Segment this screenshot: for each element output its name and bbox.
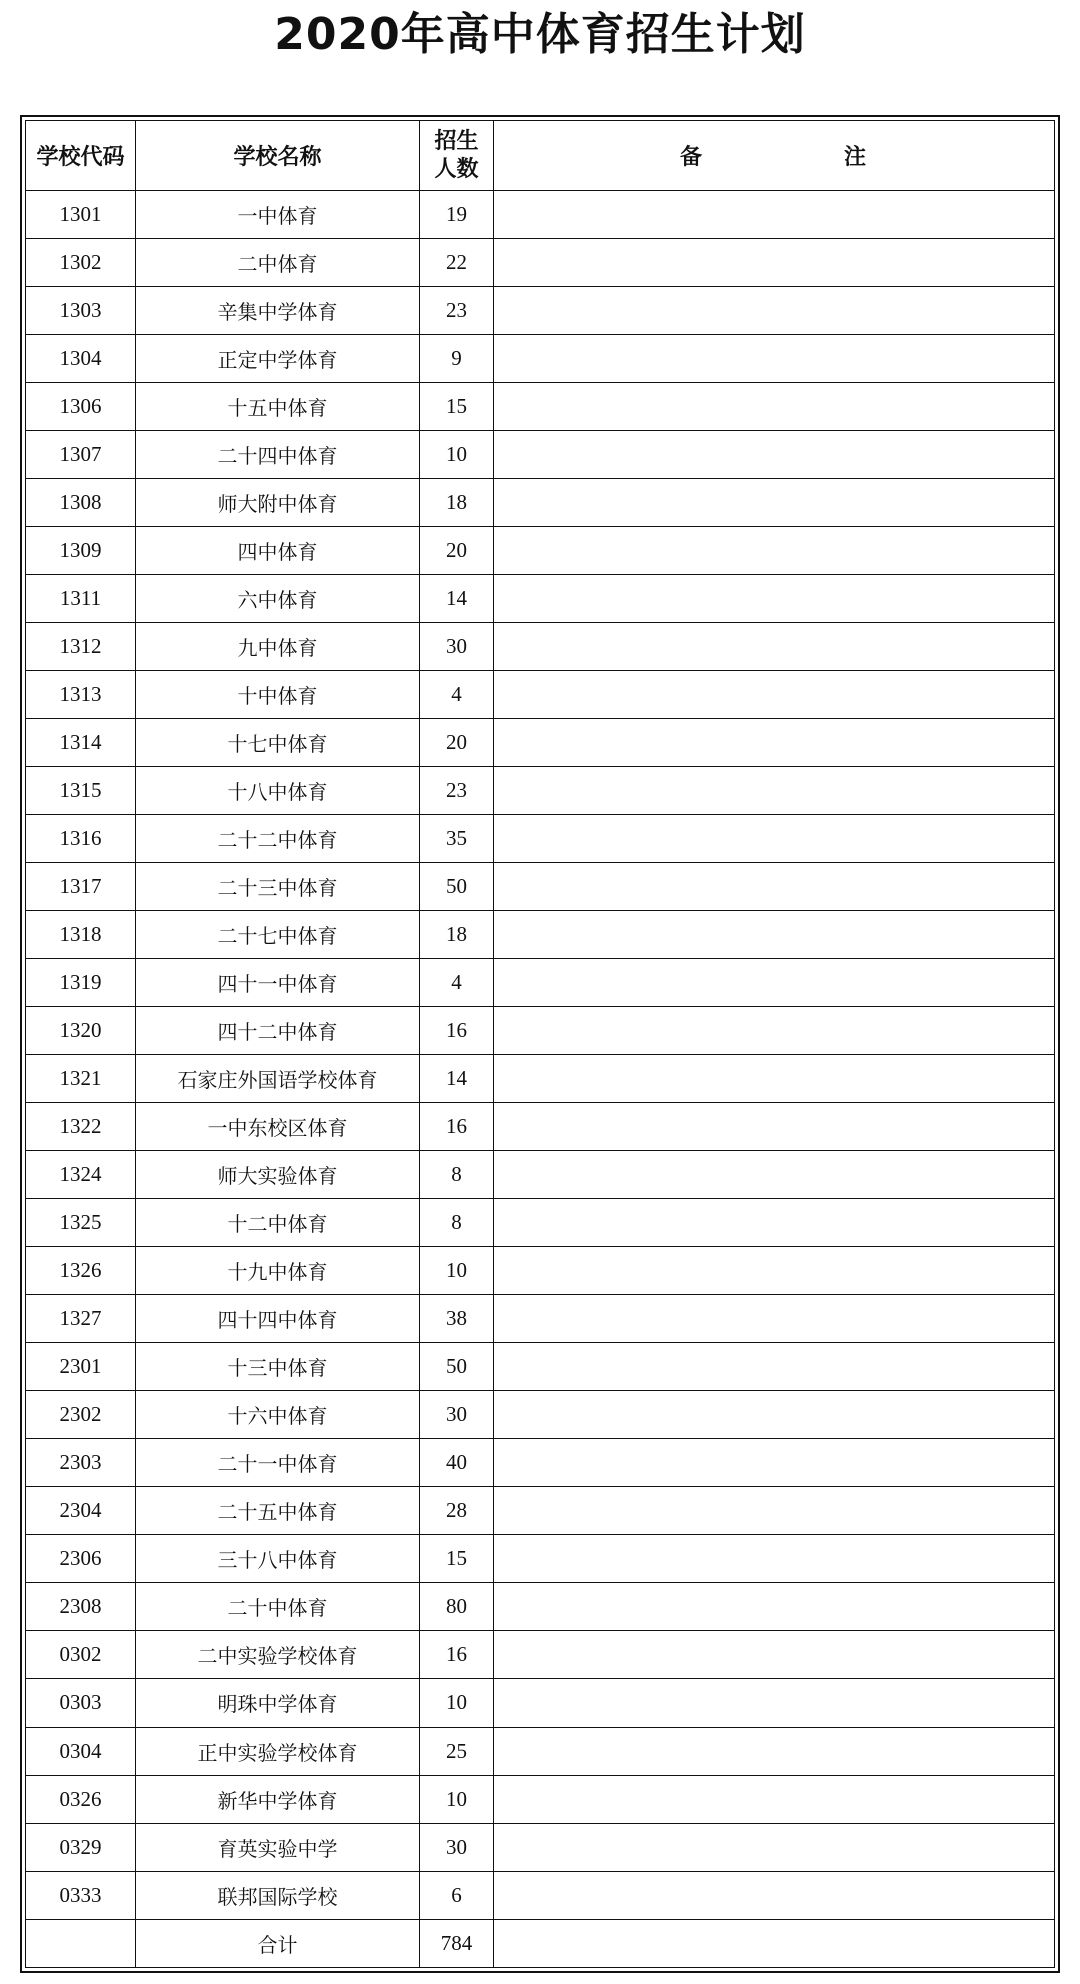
school-name-cell: 石家庄外国语学校体育 (136, 1055, 420, 1103)
school-code-cell: 1326 (26, 1247, 136, 1295)
remarks-cell (494, 1775, 1055, 1823)
header-enrollment-count (420, 121, 494, 191)
table-row (26, 383, 1055, 431)
school-code-cell: 1325 (26, 1199, 136, 1247)
remarks-cell (494, 1007, 1055, 1055)
remarks-cell (494, 287, 1055, 335)
school-name-cell: 二十四中体育 (136, 431, 420, 479)
enrollment-count-cell: 20 (420, 527, 494, 575)
remarks-cell (494, 479, 1055, 527)
table-row (26, 1007, 1055, 1055)
remarks-cell (494, 1199, 1055, 1247)
school-name-cell: 十三中体育 (136, 1343, 420, 1391)
table-row (26, 1103, 1055, 1151)
school-code-cell: 1316 (26, 815, 136, 863)
school-code-cell: 0302 (26, 1631, 136, 1679)
school-code-cell: 2306 (26, 1535, 136, 1583)
header-school-name: 学校名称 (136, 121, 420, 191)
enrollment-count-cell: 25 (420, 1727, 494, 1775)
enrollment-count-cell: 10 (420, 1247, 494, 1295)
table-row (26, 863, 1055, 911)
school-code-cell: 1302 (26, 239, 136, 287)
table-row (26, 1631, 1055, 1679)
school-code-cell: 1311 (26, 575, 136, 623)
enrollment-count-cell: 50 (420, 1343, 494, 1391)
school-name-cell: 四十一中体育 (136, 959, 420, 1007)
school-code-cell: 1314 (26, 719, 136, 767)
enrollment-count-cell: 14 (420, 1055, 494, 1103)
school-name-cell: 二十五中体育 (136, 1487, 420, 1535)
header-school-code: 学校代码 (26, 121, 136, 191)
school-code-cell: 2304 (26, 1487, 136, 1535)
school-name-cell: 十七中体育 (136, 719, 420, 767)
remarks-cell (494, 383, 1055, 431)
school-name-cell: 联邦国际学校 (136, 1871, 420, 1919)
remarks-cell (494, 1631, 1055, 1679)
enrollment-count-cell: 20 (420, 719, 494, 767)
page-title: 2020年高中体育招生计划 (274, 9, 806, 60)
enrollment-count-cell: 28 (420, 1487, 494, 1535)
remarks-cell (494, 1103, 1055, 1151)
enrollment-count-cell: 22 (420, 239, 494, 287)
table-row (26, 431, 1055, 479)
enrollment-count-cell: 40 (420, 1439, 494, 1487)
school-code-cell: 1315 (26, 767, 136, 815)
school-name-cell: 六中体育 (136, 575, 420, 623)
school-code-cell: 1321 (26, 1055, 136, 1103)
enrollment-count-cell: 18 (420, 911, 494, 959)
remarks-cell (494, 767, 1055, 815)
school-code-cell: 0333 (26, 1871, 136, 1919)
school-code-cell: 0304 (26, 1727, 136, 1775)
school-code-cell: 2303 (26, 1439, 136, 1487)
school-name-cell: 十中体育 (136, 671, 420, 719)
school-name-cell: 正定中学体育 (136, 335, 420, 383)
school-name-cell: 辛集中学体育 (136, 287, 420, 335)
total-remarks-cell (494, 1919, 1055, 1967)
table-row (26, 1055, 1055, 1103)
enrollment-count-cell: 15 (420, 1535, 494, 1583)
enrollment-count-cell: 4 (420, 671, 494, 719)
remarks-cell (494, 815, 1055, 863)
school-code-cell: 1303 (26, 287, 136, 335)
school-name-cell: 二十七中体育 (136, 911, 420, 959)
table-row (26, 1775, 1055, 1823)
total-code-cell (26, 1919, 136, 1967)
school-name-cell: 四中体育 (136, 527, 420, 575)
remarks-cell (494, 191, 1055, 239)
table-row (26, 767, 1055, 815)
remarks-cell (494, 1439, 1055, 1487)
header-count-line2: 人数 (434, 156, 479, 182)
school-name-cell: 三十八中体育 (136, 1535, 420, 1583)
remarks-cell (494, 1151, 1055, 1199)
remarks-cell (494, 1055, 1055, 1103)
school-name-cell: 二中体育 (136, 239, 420, 287)
remarks-cell (494, 431, 1055, 479)
enrollment-count-cell: 16 (420, 1007, 494, 1055)
table-row (26, 1439, 1055, 1487)
enrollment-count-cell: 14 (420, 575, 494, 623)
school-name-cell: 正中实验学校体育 (136, 1727, 420, 1775)
table-row (26, 287, 1055, 335)
remarks-cell (494, 959, 1055, 1007)
enrollment-count-cell: 16 (420, 1103, 494, 1151)
school-name-cell: 十八中体育 (136, 767, 420, 815)
enrollment-table (25, 120, 1055, 1968)
school-name-cell: 二中实验学校体育 (136, 1631, 420, 1679)
table-row (26, 623, 1055, 671)
table-row (26, 1151, 1055, 1199)
table-row (26, 239, 1055, 287)
school-code-cell: 2301 (26, 1343, 136, 1391)
school-name-cell: 四十二中体育 (136, 1007, 420, 1055)
school-name-cell: 二十三中体育 (136, 863, 420, 911)
school-name-cell: 一中东校区体育 (136, 1103, 420, 1151)
total-count: 784 (420, 1919, 494, 1967)
header-remarks-right: 注 (844, 145, 869, 170)
school-code-cell: 0303 (26, 1679, 136, 1727)
remarks-cell (494, 527, 1055, 575)
enrollment-count-cell: 23 (420, 767, 494, 815)
table-row (26, 335, 1055, 383)
school-code-cell: 1322 (26, 1103, 136, 1151)
school-code-cell: 1304 (26, 335, 136, 383)
remarks-cell (494, 863, 1055, 911)
enrollment-count-cell: 30 (420, 1823, 494, 1871)
table-row (26, 1823, 1055, 1871)
school-name-cell: 新华中学体育 (136, 1775, 420, 1823)
school-name-cell: 十五中体育 (136, 383, 420, 431)
school-code-cell: 1313 (26, 671, 136, 719)
school-code-cell: 1307 (26, 431, 136, 479)
enrollment-count-cell: 6 (420, 1871, 494, 1919)
enrollment-count-cell: 18 (420, 479, 494, 527)
table-row (26, 1487, 1055, 1535)
table-row (26, 479, 1055, 527)
school-code-cell: 1301 (26, 191, 136, 239)
header-remarks (494, 121, 1055, 191)
remarks-cell (494, 1535, 1055, 1583)
remarks-cell (494, 1295, 1055, 1343)
school-name-cell: 二十一中体育 (136, 1439, 420, 1487)
school-code-cell: 0326 (26, 1775, 136, 1823)
school-code-cell: 1308 (26, 479, 136, 527)
enrollment-count-cell: 10 (420, 1775, 494, 1823)
remarks-cell (494, 1679, 1055, 1727)
school-code-cell: 1318 (26, 911, 136, 959)
total-row (26, 1919, 1055, 1967)
remarks-cell (494, 1391, 1055, 1439)
table-row (26, 191, 1055, 239)
school-name-cell: 一中体育 (136, 191, 420, 239)
table-row (26, 1679, 1055, 1727)
remarks-cell (494, 671, 1055, 719)
school-name-cell: 育英实验中学 (136, 1823, 420, 1871)
school-code-cell: 2302 (26, 1391, 136, 1439)
school-code-cell: 0329 (26, 1823, 136, 1871)
header-remarks-left: 备 (679, 145, 704, 170)
enrollment-count-cell: 50 (420, 863, 494, 911)
table-row (26, 575, 1055, 623)
remarks-cell (494, 335, 1055, 383)
table-row (26, 1871, 1055, 1919)
school-name-cell: 四十四中体育 (136, 1295, 420, 1343)
school-code-cell: 1324 (26, 1151, 136, 1199)
table-row (26, 1727, 1055, 1775)
table-body (26, 191, 1055, 1968)
enrollment-count-cell: 8 (420, 1199, 494, 1247)
enrollment-table-frame (20, 115, 1060, 1973)
table-row (26, 959, 1055, 1007)
header-count-line1: 招生 (434, 128, 479, 154)
school-name-cell: 九中体育 (136, 623, 420, 671)
school-name-cell: 十二中体育 (136, 1199, 420, 1247)
enrollment-count-cell: 8 (420, 1151, 494, 1199)
remarks-cell (494, 1727, 1055, 1775)
enrollment-count-cell: 30 (420, 1391, 494, 1439)
school-code-cell: 1306 (26, 383, 136, 431)
enrollment-count-cell: 4 (420, 959, 494, 1007)
school-code-cell: 2308 (26, 1583, 136, 1631)
remarks-cell (494, 719, 1055, 767)
remarks-cell (494, 1487, 1055, 1535)
enrollment-count-cell: 9 (420, 335, 494, 383)
remarks-cell (494, 1247, 1055, 1295)
remarks-cell (494, 575, 1055, 623)
table-row (26, 1247, 1055, 1295)
enrollment-count-cell: 38 (420, 1295, 494, 1343)
table-row (26, 1199, 1055, 1247)
remarks-cell (494, 1343, 1055, 1391)
enrollment-count-cell: 15 (420, 383, 494, 431)
enrollment-count-cell: 30 (420, 623, 494, 671)
school-code-cell: 1317 (26, 863, 136, 911)
remarks-cell (494, 911, 1055, 959)
school-name-cell: 明珠中学体育 (136, 1679, 420, 1727)
remarks-cell (494, 1823, 1055, 1871)
table-row (26, 671, 1055, 719)
table-row (26, 1391, 1055, 1439)
school-name-cell: 二十中体育 (136, 1583, 420, 1631)
enrollment-count-cell: 23 (420, 287, 494, 335)
total-label: 合计 (136, 1919, 420, 1967)
enrollment-count-cell: 19 (420, 191, 494, 239)
enrollment-count-cell: 10 (420, 1679, 494, 1727)
table-row (26, 1583, 1055, 1631)
enrollment-count-cell: 35 (420, 815, 494, 863)
school-name-cell: 十九中体育 (136, 1247, 420, 1295)
enrollment-count-cell: 10 (420, 431, 494, 479)
table-row (26, 527, 1055, 575)
enrollment-count-cell: 80 (420, 1583, 494, 1631)
table-header-row (26, 121, 1055, 191)
school-code-cell: 1312 (26, 623, 136, 671)
school-code-cell: 1327 (26, 1295, 136, 1343)
table-row (26, 1295, 1055, 1343)
school-code-cell: 1319 (26, 959, 136, 1007)
remarks-cell (494, 239, 1055, 287)
school-name-cell: 师大附中体育 (136, 479, 420, 527)
table-row (26, 1535, 1055, 1583)
table-row (26, 719, 1055, 767)
school-name-cell: 十六中体育 (136, 1391, 420, 1439)
remarks-cell (494, 1583, 1055, 1631)
table-row (26, 911, 1055, 959)
school-name-cell: 二十二中体育 (136, 815, 420, 863)
school-code-cell: 1320 (26, 1007, 136, 1055)
school-code-cell: 1309 (26, 527, 136, 575)
remarks-cell (494, 623, 1055, 671)
table-row (26, 815, 1055, 863)
school-name-cell: 师大实验体育 (136, 1151, 420, 1199)
remarks-cell (494, 1871, 1055, 1919)
table-row (26, 1343, 1055, 1391)
enrollment-count-cell: 16 (420, 1631, 494, 1679)
